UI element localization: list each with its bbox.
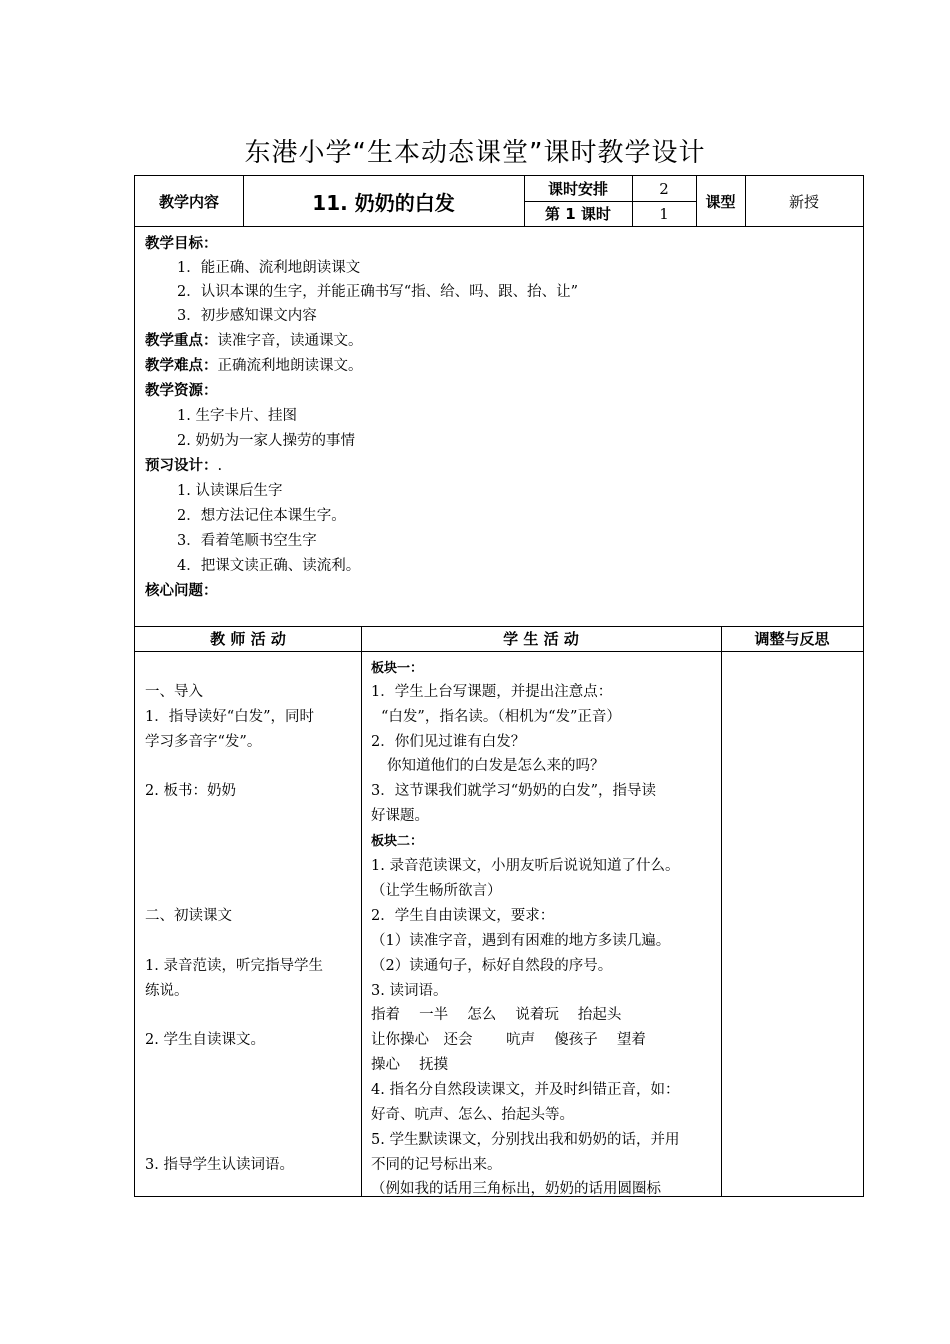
content-label: 教学内容: [158, 192, 219, 211]
student-step: 1．学生上台写课题，并提出注意点：: [371, 684, 613, 700]
resource-item: 1. 生字卡片、挂图: [177, 408, 297, 424]
focus-text: 读准字音，读通课文。: [217, 333, 363, 349]
teacher-step: 练说。: [145, 983, 189, 999]
column-student: 学 生 活 动: [503, 630, 579, 648]
divider: [721, 626, 722, 1197]
block-label: 板块二：: [371, 834, 424, 849]
column-teacher: 教 师 活 动: [210, 630, 286, 648]
difficulty-text: 正确流利地朗读课文。: [217, 358, 363, 374]
preview-item: 3．看着笔顺书空生字: [177, 533, 317, 549]
student-step: 你知道他们的白发是怎么来的吗？: [387, 758, 605, 774]
teacher-step: 2. 板书：奶奶: [145, 783, 236, 799]
vocab-row: 让你操心 还会 吭声 傻孩子 望着: [371, 1032, 646, 1048]
lesson-table: [134, 175, 864, 1197]
teacher-step: 1．指导读好“白发”，同时: [145, 709, 315, 725]
student-step: 2．学生自由读课文，要求：: [371, 908, 555, 924]
student-step: 不同的记号标出来。: [371, 1157, 502, 1173]
student-step: 4. 指名分自然段读课文，并及时纠错正音，如：: [371, 1082, 680, 1098]
type-label: 课型: [705, 192, 736, 211]
teacher-step: 一、导入: [145, 684, 203, 700]
goal-item: 2．认识本课的生字，并能正确书写“指、给、吗、跟、抬、让”: [177, 284, 579, 300]
teacher-step: 学习多音字“发”。: [145, 734, 262, 750]
schedule-label: 课时安排: [547, 180, 608, 198]
resources-label: 教学资源：: [145, 383, 218, 399]
period-label: 第 1 课时: [545, 205, 611, 223]
student-step: 3．这节课我们就学习“奶奶的白发”，指导读: [371, 783, 657, 799]
student-step: 1. 录音范读课文，小朋友听后说说知道了什么。: [371, 858, 680, 874]
student-step: 3. 读词语。: [371, 983, 448, 999]
divider: [361, 626, 362, 1197]
student-step: 2．你们见过谁有白发？: [371, 734, 526, 750]
preview-item: 1. 认读课后生字: [177, 483, 283, 499]
schedule-value: 2: [659, 179, 669, 198]
preview-item: 2．想方法记住本课生字。: [177, 508, 346, 524]
block-label: 板块一：: [371, 661, 424, 676]
student-step: （让学生畅所欲言）: [371, 883, 502, 899]
vocab-row: 操心 抚摸: [371, 1057, 449, 1073]
divider: [135, 226, 863, 227]
column-reflect: 调整与反思: [754, 630, 830, 648]
teacher-step: 二、初读课文: [145, 908, 232, 924]
divider: [135, 651, 863, 652]
preview-item: 4．把课文读正确、读流利。: [177, 558, 361, 574]
vocab-row: 指着 一半 怎么 说着玩 抬起头: [371, 1007, 622, 1023]
preview-label: 预习设计：: [145, 458, 218, 474]
core-label: 核心问题：: [145, 583, 218, 599]
student-step: （1）读准字音，遇到有困难的地方多读几遍。: [371, 933, 671, 949]
teacher-step: 3. 指导学生认读词语。: [145, 1157, 294, 1173]
period-value: 1: [659, 204, 669, 223]
difficulty-label: 教学难点：: [145, 358, 218, 374]
student-step: “白发”，指名读。（相机为“发”正音）: [381, 709, 621, 725]
teacher-step: 2. 学生自读课文。: [145, 1032, 265, 1048]
preview-suffix: .: [217, 458, 223, 474]
resource-item: 2. 奶奶为一家人操劳的事情: [177, 433, 355, 449]
student-step: 好课题。: [371, 808, 429, 824]
type-value: 新授: [788, 192, 819, 211]
goal-item: 3．初步感知课文内容: [177, 308, 317, 324]
goals-label: 教学目标：: [145, 236, 218, 252]
lesson-title: 11. 奶奶的白发: [312, 190, 455, 215]
page-title: 东港小学“生本动态课堂”课时教学设计: [244, 138, 706, 168]
student-step: 好奇、吭声、怎么、抬起头等。: [371, 1107, 574, 1123]
teacher-step: 1. 录音范读，听完指导学生: [145, 958, 323, 974]
focus-label: 教学重点：: [145, 333, 218, 349]
student-step: 5. 学生默读课文，分别找出我和奶奶的话，并用: [371, 1132, 680, 1148]
goal-item: 1．能正确、流利地朗读课文: [177, 260, 361, 276]
student-step: （2）读通句子，标好自然段的序号。: [371, 958, 613, 974]
student-step: （例如我的话用三角标出，奶奶的话用圆圈标: [371, 1181, 661, 1197]
